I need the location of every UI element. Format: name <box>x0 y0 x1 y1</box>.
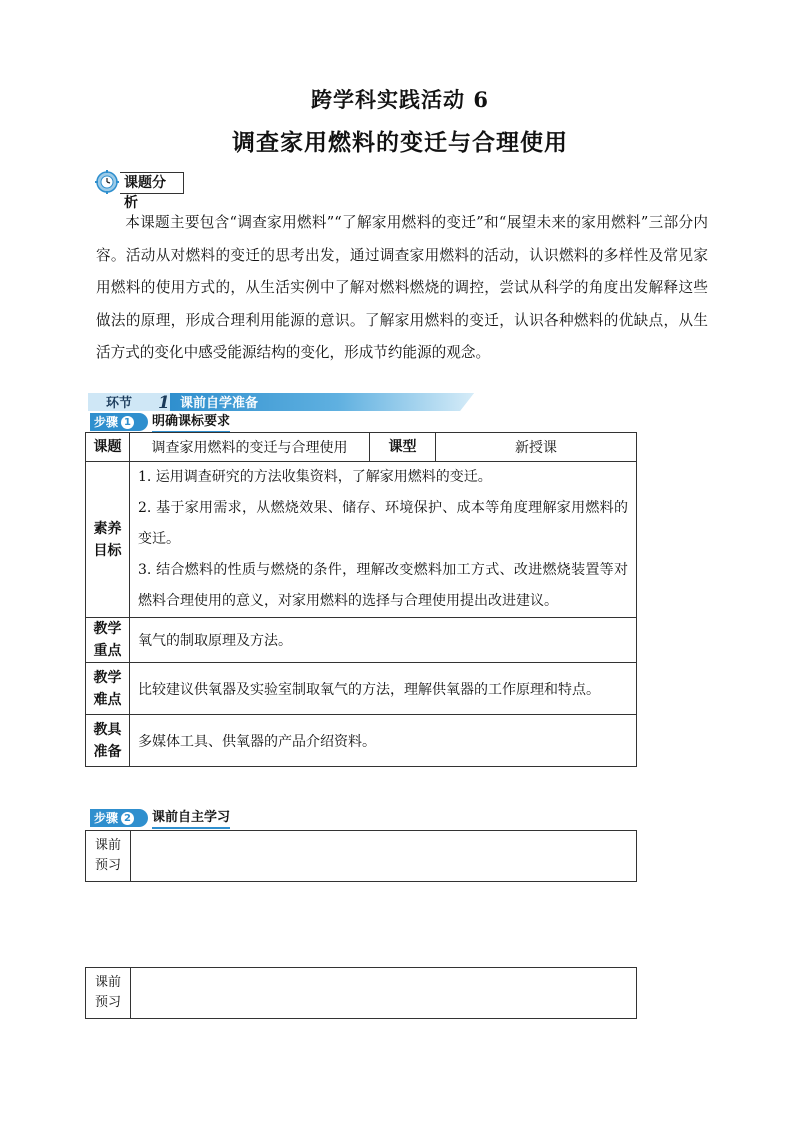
gear-clock-icon <box>94 170 122 194</box>
step1-number: 1 <box>121 416 134 429</box>
stage-label: 环节 <box>106 396 133 411</box>
table-row <box>86 715 637 767</box>
teaching-aids-value: 多媒体工具、供氧器的产品介绍资料。 <box>130 715 637 767</box>
topic-analysis-label: 课题分析 <box>120 172 184 194</box>
difficulties-label: 教学 难点 <box>86 663 130 715</box>
topic-analysis-text: 本课题主要包含“调查家用燃料”“了解家用燃料的变迁”和“展望未来的家用燃料”三部分内容。活动从对燃料的变迁的思考出发，通过调查家用燃料的活动，认识燃料的多样性及常见家用燃料的使用方式的，从生活实例中了解对燃料燃烧的调控，尝试从科学的角度出发解释这些做法的原理，形成合理利用能源的意识。了解家用燃料的变迁，认识各种燃料的优缺点，从生活方式的变化中感受能源结构的变化，形成节约能源的观念。 <box>96 214 708 361</box>
stage-title: 课前自学准备 <box>180 396 259 411</box>
step1-title: 明确课标要求 <box>152 413 230 433</box>
topic-label: 课题 <box>86 433 130 462</box>
page-subtitle: 调查家用燃料的变迁与合理使用 <box>232 129 568 156</box>
goals-cell <box>130 462 637 618</box>
preview-label: 课前 预习 <box>86 968 131 1018</box>
topic-analysis-tag <box>94 170 184 211</box>
step2-title: 课前自主学习 <box>152 809 230 829</box>
preview-box <box>85 967 637 1019</box>
goals-label: 素养 目标 <box>86 462 130 618</box>
difficulties-value: 比较建议供氧器及实验室制取氧气的方法，理解供氧器的工作原理和特点。 <box>130 663 637 715</box>
topic-value: 调查家用燃料的变迁与合理使用 <box>130 433 370 462</box>
preview-answer-area[interactable] <box>131 831 636 881</box>
goal-item: 1. 运用调查研究的方法收集资料，了解家用燃料的变迁。 <box>138 469 492 485</box>
goal-item: 3. 结合燃料的性质与燃烧的条件，理解改变燃料加工方式、改进燃烧装置等对燃料合理使用的意义，对家用燃料的选择与合理使用提出改进建议。 <box>138 562 628 609</box>
key-points-label: 教学 重点 <box>86 618 130 663</box>
table-row <box>86 618 637 663</box>
stage-number: 1 <box>158 393 170 411</box>
table-row <box>86 433 637 462</box>
curriculum-requirements-table <box>85 432 637 767</box>
page-title: 跨学科实践活动 6 <box>311 87 489 112</box>
preview-answer-area[interactable] <box>131 968 636 1018</box>
teaching-aids-label: 教具 准备 <box>86 715 130 767</box>
step2-number: 2 <box>121 812 134 825</box>
step1-badge: 步骤 1 <box>90 413 148 431</box>
stage-banner <box>88 393 474 411</box>
goal-item: 2. 基于家用需求，从燃烧效果、储存、环境保护、成本等角度理解家用燃料的变迁。 <box>138 500 628 547</box>
key-points-value: 氧气的制取原理及方法。 <box>130 618 637 663</box>
table-row <box>86 663 637 715</box>
table-row <box>86 462 637 618</box>
preview-label: 课前 预习 <box>86 831 131 881</box>
lesson-type-label: 课型 <box>370 433 436 462</box>
step2-badge: 步骤 2 <box>90 809 148 827</box>
lesson-type-value: 新授课 <box>436 433 637 462</box>
preview-box <box>85 830 637 882</box>
